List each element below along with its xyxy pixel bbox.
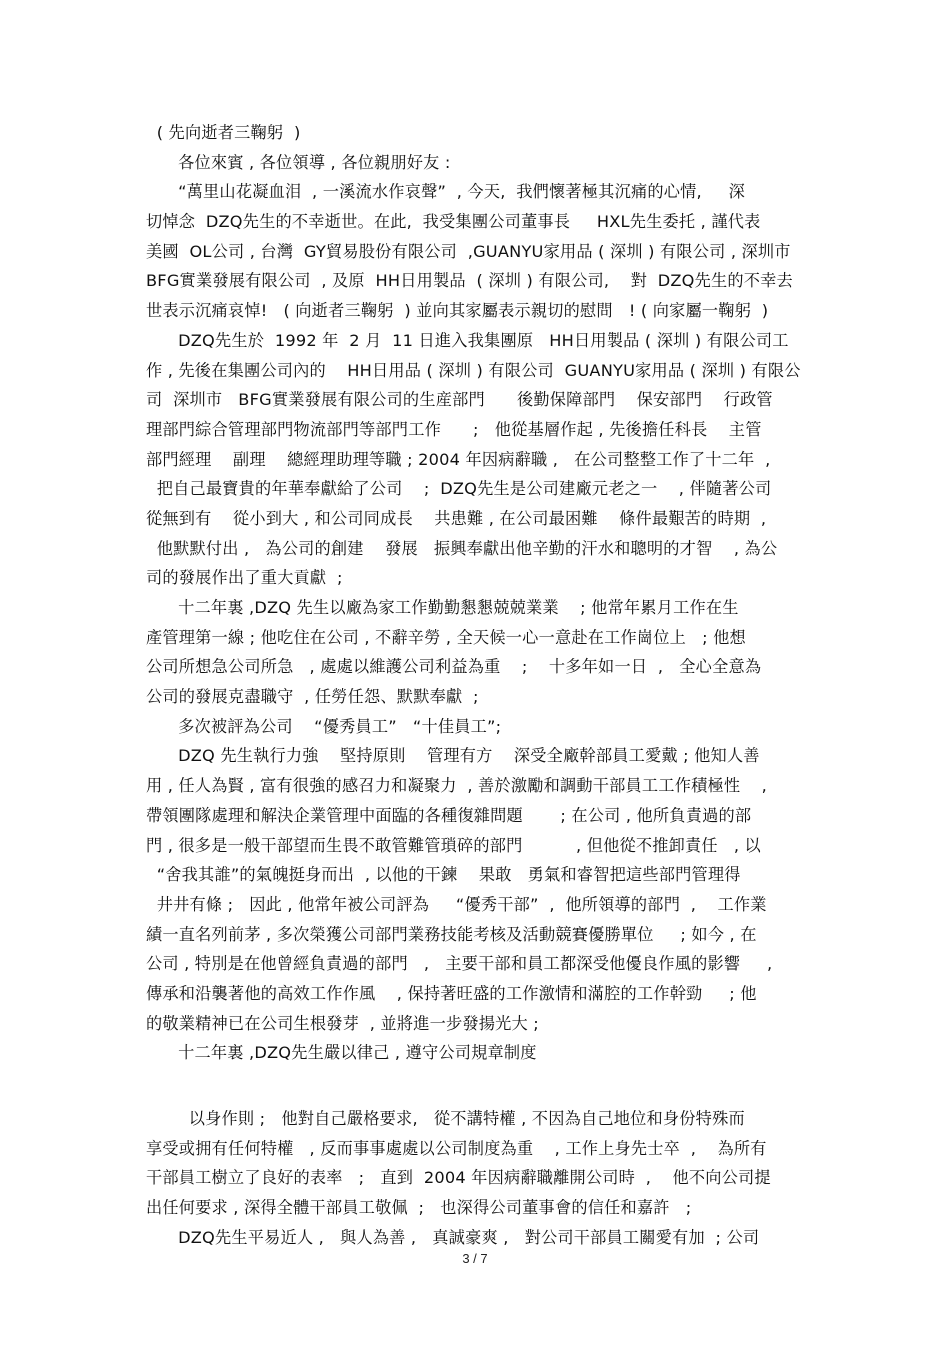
text-line: 以身作則 ; 他對自己嚴格要求, 從不講特權 , 不因為自己地位和身份特殊而 (146, 1109, 745, 1128)
text-line: 從無到有 從小到大 , 和公司同成長 共患難 , 在公司最困難 條件最艱苦的時期 , (146, 508, 767, 528)
text-line: DZQ先生平易近人 , 與人為善 , 真誠豪爽 , 對公司干部員工關愛有加 ; 公司 (146, 1227, 760, 1247)
text-line: 十二年裏 ,DZQ 先生以廠為家工作勤勤懇懇兢兢業業 ; 他常年累月工作在生 (146, 598, 739, 617)
text-line: 門 , 很多是一般干部望而生畏不敢管難管瑣碎的部門 , 但他從不推卸責任 , 以 (146, 835, 761, 855)
text-line: 出任何要求 , 深得全體干部員工敬佩 ; 也深得公司董事會的信任和嘉許 ; (146, 1198, 692, 1218)
text-line: 產管理第一線 ; 他吃住在公司 , 不辭辛勞 , 全天候一心一意赴在工作崗位上 ; 他想 (146, 627, 746, 647)
text-line: 作 , 先後在集團公司內的 HH日用品 ( 深圳 ) 有限公司 GUANYU家用品 ( 深圳 ) 有限公 (146, 360, 801, 380)
text-line: 享受或拥有任何特權 , 反而事事處處以公司制度為重 , 工作上身先士卒 , 為所有 (146, 1138, 767, 1158)
text-line: BFG實業發展有限公司 , 及原 HH日用製品 ( 深圳 ) 有限公司, 對 DZQ先生的不幸去 (146, 271, 793, 291)
text-line: 部門經理 副理 總經理助理等職 ; 2004 年因病辭職 , 在公司整整工作了十二年 , (146, 449, 771, 469)
page-number: 3 / 7 (462, 1251, 488, 1266)
text-line: 用 , 任人為賢 , 富有很強的感召力和凝聚力 , 善於激勵和調動干部員工工作積極性 , (146, 776, 767, 796)
text-line: 各位來賓 , 各位領導 , 各位親朋好友 : (146, 152, 451, 172)
text-line: 的敬業精神已在公司生根發芽 , 並將進一步發揚光大 ; (146, 1013, 539, 1033)
text-line: 干部員工樹立了良好的表率 ; 直到 2004 年因病辭職離開公司時 , 他不向公司提 (146, 1168, 771, 1188)
text-line: 公司的發展克盡職守 , 任勞任怨、默默奉獻 ; (146, 687, 479, 707)
text-line: 十二年裏 ,DZQ先生嚴以律己 , 遵守公司規章制度 (146, 1043, 537, 1063)
text-line: “舍我其誰”的氣魄挺身而出 , 以他的干鍊 果敢 勇氣和睿智把這些部門管理得 (146, 865, 741, 885)
text-line: 公司所想急公司所急 , 處處以維護公司利益為重 ; 十多年如一日 , 全心全意為 (146, 657, 762, 677)
text-line: DZQ 先生執行力強 堅持原則 管理有方 深受全廠幹部員工愛戴 ; 他知人善 (146, 746, 760, 766)
text-line: “萬里山花凝血泪 , 一溪流水作哀聲” , 今天, 我們懷著極其沉痛的心情, 深 (146, 182, 745, 202)
text-line: DZQ先生於 1992 年 2 月 11 日進入我集團原 HH日用製品 ( 深圳 ) 有限公司工 (146, 330, 789, 350)
text-line: 司 深圳市 BFG實業發展有限公司的生産部門 後勤保障部門 保安部門 行政管 (146, 390, 773, 410)
text-line: ( 先向逝者三鞠躬 ) (146, 123, 301, 142)
text-line: 世表示沉痛哀悼! ( 向逝者三鞠躬 ) 並向其家屬表示親切的慰問 ! ( 向家屬一鞠躬 ) (146, 301, 769, 321)
text-line: 傳承和沿襲著他的高效工作作風 , 保持著旺盛的工作激情和滿腔的工作幹勁 ; 他 (146, 983, 757, 1003)
text-line: 切悼念 DZQ先生的不幸逝世。在此, 我受集團公司董事長 HXL先生委托 , 謹代表 (146, 212, 761, 232)
text-line: 把自己最寶貴的年華奉獻給了公司 ; DZQ先生是公司建廠元老之一 , 伴隨著公司 (146, 479, 772, 499)
text-line: 井井有條 ; 因此 , 他常年被公司評為 “優秀干部” , 他所領導的部門 , 工作業 (146, 894, 767, 914)
text-line: 多次被評為公司 “優秀員工” “十佳員工”; (146, 716, 502, 736)
text-line: 司的發展作出了重大貢獻 ; (146, 568, 343, 588)
text-line: 他默默付出 , 為公司的創建 發展 振興奉獻出他辛勤的汗水和聰明的才智 , 為公 (146, 538, 778, 558)
text-line: 績一直名列前茅 , 多次榮獲公司部門業務技能考核及活動競賽優勝單位 ; 如今 , 在 (146, 924, 757, 944)
document-body (146, 118, 816, 1252)
text-line: 帶領團隊處理和解決企業管理中面臨的各種復雜問題 ; 在公司 , 他所負責過的部 (146, 805, 752, 825)
text-line: 美國 OL公司 , 台灣 GY貿易股份有限公司 ,GUANYU家用品 ( 深圳 ) 有限公司 , 深圳市 (146, 241, 791, 261)
text-line: 公司 , 特別是在他曾經負責過的部門 , 主要干部和員工都深受他優良作風的影響 , (146, 954, 773, 974)
text-line: 理部門綜合管理部門物流部門等部門工作 ; 他從基層作起 , 先後擔任科長 主管 (146, 419, 762, 439)
